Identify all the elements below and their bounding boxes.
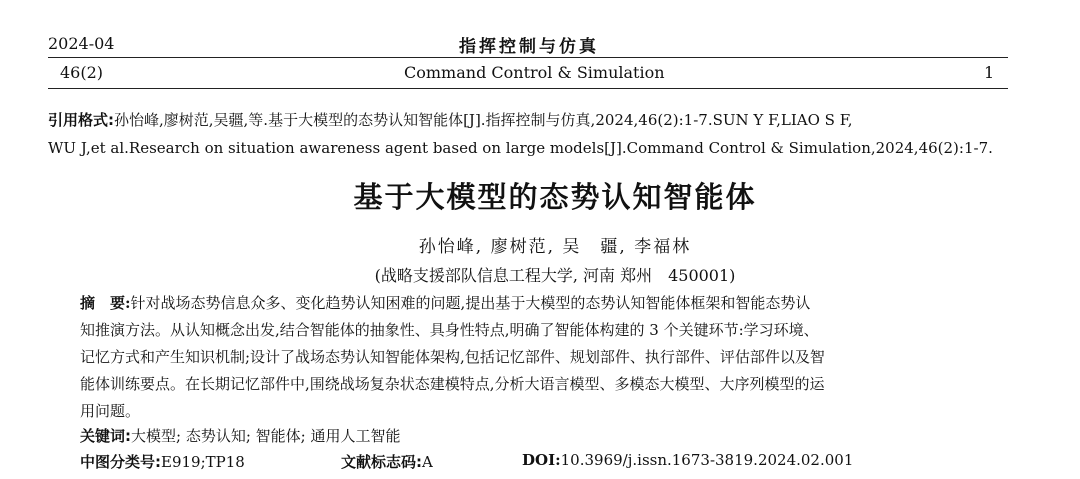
- citation-line-2: WU J,et al.Research on situation awareness agent based on large models[J].Command Control & Simulation,2024,46(2):1-7.: [48, 139, 993, 157]
- document-code: [341, 451, 433, 472]
- keywords-label: 关键词:: [80, 427, 131, 445]
- citation-text-1: 孙怡峰,廖树范,吴疆,等.基于大模型的态势认知智能体[J].指挥控制与仿真,2024,46(2):1-7.SUN Y F,LIAO S F,: [114, 111, 853, 129]
- abstract-line-4: 能体训练要点。在长期记忆部件中,围绕战场复杂状态建模特点,分析大语言模型、多模态大模型、大序列模型的运: [80, 375, 825, 393]
- clc-label: 中图分类号:: [80, 453, 161, 471]
- keywords-value: 大模型; 态势认知; 智能体; 通用人工智能: [131, 427, 401, 445]
- clc-number: [80, 451, 245, 472]
- header-rule-top: [48, 57, 1008, 58]
- document-code-value: A: [422, 453, 433, 471]
- abstract-text-1: 针对战场态势信息众多、变化趋势认知困难的问题,提出基于大模型的态势认知智能体框架和智能态势认: [130, 294, 811, 312]
- abstract-line-1: [80, 292, 810, 313]
- abstract-line-3: 记忆方式和产生知识机制;设计了战场态势认知智能体架构,包括记忆部件、规划部件、执行部件、评估部件以及智: [80, 348, 825, 366]
- journal-title-cn: 指挥控制与仿真: [459, 37, 599, 57]
- document-code-label: 文献标志码:: [341, 453, 422, 471]
- author-affiliation: (战略支援部队信息工程大学, 河南 郑州 450001): [374, 266, 736, 285]
- page-number: 1: [984, 63, 995, 82]
- keywords-line: [80, 425, 400, 446]
- abstract-line-2: 知推演方法。从认知概念出发,结合智能体的抽象性、具身性特点,明确了智能体构建的 3 个关键环节:学习环境、: [80, 321, 819, 339]
- abstract-line-5: 用问题。: [80, 402, 141, 420]
- citation-line-1: [48, 109, 853, 130]
- header-rule-bottom: [48, 88, 1008, 89]
- paper-title: 基于大模型的态势认知智能体: [353, 180, 757, 214]
- doi: [522, 451, 853, 469]
- clc-value: E919;TP18: [161, 453, 245, 471]
- author-list: 孙怡峰, 廖树范, 吴 疆, 李福林: [418, 237, 692, 257]
- doi-label: DOI:: [522, 451, 561, 469]
- abstract-label: 摘 要:: [80, 294, 131, 312]
- volume-issue: 46(2): [60, 63, 104, 82]
- issue-date: 2024-04: [48, 34, 115, 53]
- doi-value: 10.3969/j.issn.1673-3819.2024.02.001: [560, 451, 854, 469]
- journal-title-en: Command Control & Simulation: [404, 63, 665, 82]
- citation-label: 引用格式:: [48, 111, 114, 129]
